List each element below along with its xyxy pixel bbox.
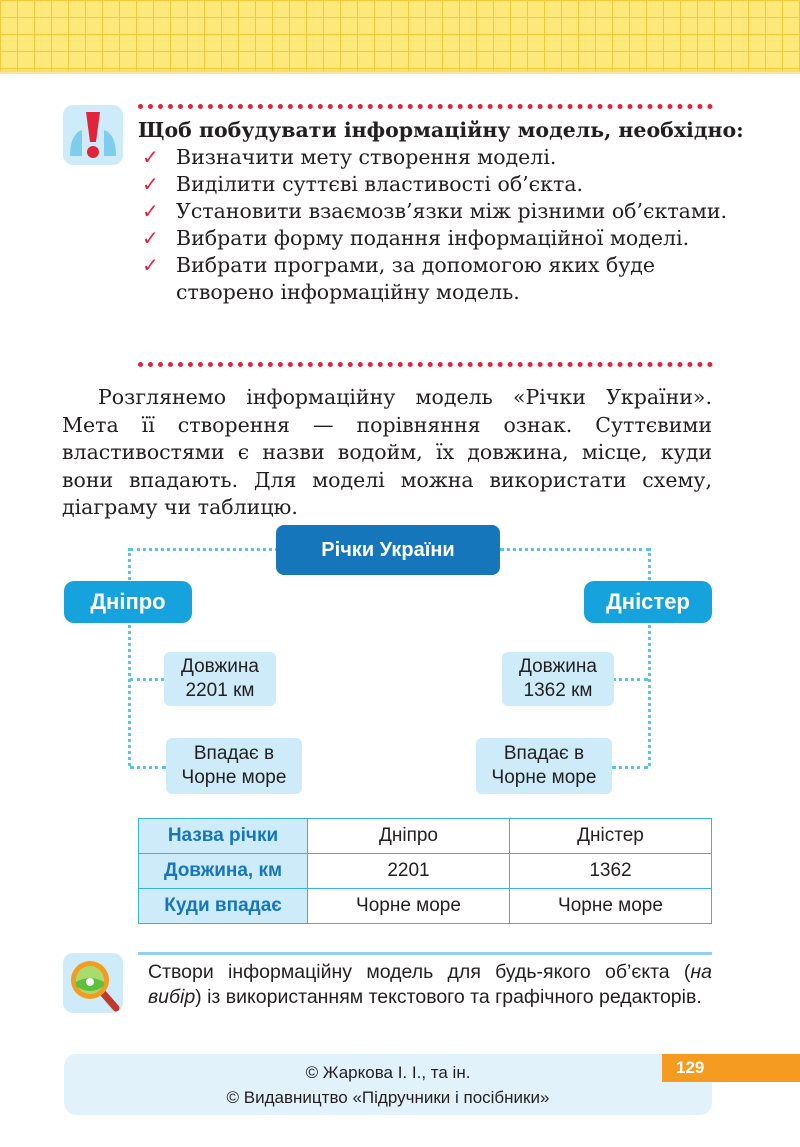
table-row [139, 819, 712, 854]
tip-item: ✓ Визначити мету створення моделі. [142, 145, 557, 169]
tip-bottom-divider [138, 362, 713, 367]
check-icon: ✓ [142, 172, 159, 196]
tip-item: ✓ Вибрати програми, за допомогою яких буде створено інформаційну модель. [142, 253, 656, 304]
diagram-root: Річки України [276, 525, 500, 575]
exclamation-icon [62, 104, 124, 166]
tip-item: ✓ Установити взаємозв’язки між різними об’єктами. [142, 199, 728, 223]
connector [500, 548, 650, 551]
row-header: Куди впадає [139, 889, 308, 924]
footer-line-publisher: © Видавництво «Підручники і посібники» [226, 1088, 550, 1107]
row-header: Назва річки [139, 819, 308, 854]
connector [612, 678, 648, 681]
connector [130, 548, 278, 551]
check-icon: ✓ [142, 145, 159, 169]
rivers-table [138, 818, 712, 924]
table-row [139, 889, 712, 924]
table-cell: Чорне море [308, 889, 510, 924]
table-cell: Дністер [510, 819, 712, 854]
task-emphasis: на вибір [148, 961, 712, 1008]
tip-item: ✓ Вибрати форму подання інформаційної моделі. [142, 226, 690, 250]
table-cell: 1362 [510, 854, 712, 889]
diagram-left-length: Довжина 2201 км [164, 652, 276, 706]
tip-title: Щоб побудувати інформаційну модель, необхідно: [138, 118, 744, 142]
diagram-right-flows: Впадає в Чорне море [476, 738, 612, 794]
tip-item: ✓ Виділити суттєві властивості об’єкта. [142, 172, 584, 196]
diagram-right-river: Дністер [584, 581, 712, 623]
check-icon: ✓ [142, 253, 159, 277]
connector [612, 766, 648, 769]
table-row [139, 854, 712, 889]
connector [130, 766, 166, 769]
check-icon: ✓ [142, 199, 159, 223]
connector [130, 678, 164, 681]
row-header: Довжина, км [139, 854, 308, 889]
page-number: 129 [676, 1058, 705, 1077]
rivers-diagram [0, 520, 800, 800]
diagram-left-river: Дніпро [64, 581, 192, 623]
top-grid-band [0, 0, 800, 72]
table-cell: Чорне море [510, 889, 712, 924]
top-band-shadow [0, 70, 800, 74]
tip-list [142, 144, 736, 306]
table-cell: 2201 [308, 854, 510, 889]
task-text: Створи інформаційну модель для будь-якого об’єкта (на вибір) із використанням текстового та графічного редакторів. [148, 961, 712, 1008]
footer-line-authors: © Жаркова І. І., та ін. [305, 1063, 471, 1082]
table-cell: Дніпро [308, 819, 510, 854]
page-number-tab [662, 1054, 800, 1082]
tip-top-divider [138, 104, 713, 109]
task-divider [138, 952, 712, 955]
intro-paragraph: Розглянемо інформаційну модель «Річки України». Мета її створення — порівняння ознак. Суттєвими властивостями є назви водойм, їх довжина, місце, куди вони впадають. Для моделі можна використати схему, діаграму чи таблицю. [62, 385, 712, 519]
check-icon: ✓ [142, 226, 159, 250]
magnifier-icon [62, 952, 124, 1014]
diagram-left-flows: Впадає в Чорне море [166, 738, 302, 794]
diagram-right-length: Довжина 1362 км [502, 652, 614, 706]
